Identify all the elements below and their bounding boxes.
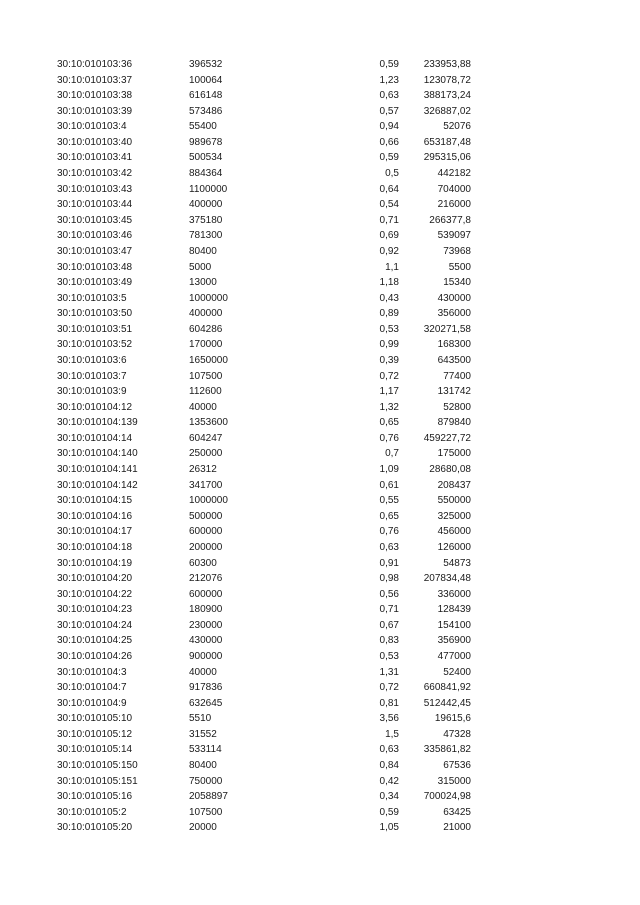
table-row (0, 306, 640, 322)
amount-cell: 28680,08 (429, 464, 471, 476)
amount-cell: 73968 (443, 245, 471, 257)
amount-cell: 67536 (443, 760, 471, 772)
cadastral-number-cell: 30:10:010104:17 (57, 526, 133, 538)
cadastral-number-cell: 30:10:010103:42 (57, 168, 133, 180)
amount-cell: 356900 (437, 635, 471, 647)
amount-cell: 442182 (437, 168, 471, 180)
coefficient-cell: 1,5 (385, 728, 399, 740)
coefficient-cell: 0,65 (379, 510, 399, 522)
coefficient-cell: 1,31 (379, 666, 399, 678)
cadastral-number-cell: 30:10:010104:22 (57, 588, 133, 600)
amount-cell: 388173,24 (423, 90, 471, 102)
table-row (0, 384, 640, 400)
coefficient-cell: 0,84 (379, 760, 399, 772)
table-row (0, 742, 640, 758)
coefficient-cell: 0,42 (379, 775, 399, 787)
coefficient-cell: 0,61 (379, 479, 399, 491)
quantity-cell: 250000 (189, 448, 223, 460)
table-row (0, 805, 640, 821)
coefficient-cell: 0,7 (385, 448, 399, 460)
cadastral-number-cell: 30:10:010104:19 (57, 557, 133, 569)
cadastral-number-cell: 30:10:010103:48 (57, 261, 133, 273)
coefficient-cell: 1,1 (385, 261, 399, 273)
cadastral-number-cell: 30:10:010103:43 (57, 183, 133, 195)
quantity-cell: 2058897 (189, 791, 228, 803)
table-row (0, 696, 640, 712)
coefficient-cell: 0,83 (379, 635, 399, 647)
coefficient-cell: 0,89 (379, 308, 399, 320)
amount-cell: 477000 (437, 650, 471, 662)
amount-cell: 266377,8 (429, 214, 471, 226)
table-row (0, 213, 640, 229)
cadastral-number-cell: 30:10:010104:15 (57, 495, 133, 507)
table-row (0, 166, 640, 182)
table-row (0, 727, 640, 743)
amount-cell: 512442,45 (423, 697, 471, 709)
cadastral-number-cell: 30:10:010103:47 (57, 245, 133, 257)
amount-cell: 325000 (437, 510, 471, 522)
cadastral-number-cell: 30:10:010103:38 (57, 90, 133, 102)
amount-cell: 208437 (437, 479, 471, 491)
cadastral-number-cell: 30:10:010103:52 (57, 339, 133, 351)
table-row (0, 415, 640, 431)
table-row (0, 820, 640, 836)
quantity-cell: 400000 (189, 308, 223, 320)
coefficient-cell: 0,92 (379, 245, 399, 257)
table-row (0, 478, 640, 494)
table-row (0, 789, 640, 805)
cadastral-number-cell: 30:10:010104:139 (57, 417, 138, 429)
cadastral-number-cell: 30:10:010104:18 (57, 541, 133, 553)
quantity-cell: 13000 (189, 277, 217, 289)
table-row (0, 260, 640, 276)
table-row (0, 431, 640, 447)
quantity-cell: 1000000 (189, 495, 228, 507)
table-row (0, 509, 640, 525)
cadastral-number-cell: 30:10:010103:49 (57, 277, 133, 289)
quantity-cell: 917836 (189, 682, 223, 694)
cadastral-number-cell: 30:10:010104:140 (57, 448, 138, 460)
amount-cell: 550000 (437, 495, 471, 507)
amount-cell: 52076 (443, 121, 471, 133)
coefficient-cell: 0,71 (379, 214, 399, 226)
quantity-cell: 55400 (189, 121, 217, 133)
quantity-cell: 60300 (189, 557, 217, 569)
table-row (0, 524, 640, 540)
quantity-cell: 1100000 (189, 183, 228, 195)
data-table (0, 57, 640, 836)
quantity-cell: 180900 (189, 604, 223, 616)
table-row (0, 556, 640, 572)
cadastral-number-cell: 30:10:010103:51 (57, 323, 133, 335)
coefficient-cell: 0,81 (379, 697, 399, 709)
coefficient-cell: 0,63 (379, 90, 399, 102)
amount-cell: 643500 (437, 354, 471, 366)
table-row (0, 446, 640, 462)
table-row (0, 57, 640, 73)
quantity-cell: 5510 (189, 713, 212, 725)
quantity-cell: 884364 (189, 168, 223, 180)
quantity-cell: 632645 (189, 697, 223, 709)
coefficient-cell: 0,98 (379, 573, 399, 585)
amount-cell: 175000 (437, 448, 471, 460)
cadastral-number-cell: 30:10:010105:151 (57, 775, 138, 787)
table-row (0, 135, 640, 151)
amount-cell: 19615,6 (434, 713, 471, 725)
table-row (0, 649, 640, 665)
cadastral-number-cell: 30:10:010104:141 (57, 464, 138, 476)
cadastral-number-cell: 30:10:010104:23 (57, 604, 133, 616)
quantity-cell: 80400 (189, 760, 217, 772)
amount-cell: 233953,88 (423, 59, 471, 70)
quantity-cell: 107500 (189, 806, 223, 818)
amount-cell: 335861,82 (423, 744, 471, 756)
amount-cell: 63425 (443, 806, 471, 818)
quantity-cell: 1650000 (189, 354, 228, 366)
quantity-cell: 375180 (189, 214, 223, 226)
cadastral-number-cell: 30:10:010103:41 (57, 152, 133, 164)
coefficient-cell: 1,05 (379, 822, 399, 834)
table-row (0, 493, 640, 509)
quantity-cell: 20000 (189, 822, 217, 834)
quantity-cell: 573486 (189, 105, 223, 117)
cadastral-number-cell: 30:10:010104:7 (57, 682, 127, 694)
quantity-cell: 170000 (189, 339, 223, 351)
quantity-cell: 400000 (189, 199, 223, 211)
table-row (0, 774, 640, 790)
table-row (0, 244, 640, 260)
cadastral-number-cell: 30:10:010105:20 (57, 822, 133, 834)
table-row (0, 275, 640, 291)
cadastral-number-cell: 30:10:010105:12 (57, 728, 133, 740)
cadastral-number-cell: 30:10:010105:10 (57, 713, 133, 725)
amount-cell: 336000 (437, 588, 471, 600)
quantity-cell: 1353600 (189, 417, 228, 429)
table-row (0, 680, 640, 696)
coefficient-cell: 0,59 (379, 59, 399, 70)
cadastral-number-cell: 30:10:010105:16 (57, 791, 133, 803)
table-row (0, 182, 640, 198)
table-row (0, 618, 640, 634)
amount-cell: 52400 (443, 666, 471, 678)
amount-cell: 430000 (437, 292, 471, 304)
amount-cell: 700024,98 (423, 791, 471, 803)
coefficient-cell: 0,65 (379, 417, 399, 429)
amount-cell: 21000 (443, 822, 471, 834)
coefficient-cell: 0,72 (379, 370, 399, 382)
quantity-cell: 616148 (189, 90, 223, 102)
coefficient-cell: 0,43 (379, 292, 399, 304)
cadastral-number-cell: 30:10:010103:40 (57, 136, 133, 148)
amount-cell: 77400 (443, 370, 471, 382)
quantity-cell: 230000 (189, 619, 223, 631)
amount-cell: 54873 (443, 557, 471, 569)
coefficient-cell: 0,56 (379, 588, 399, 600)
cadastral-number-cell: 30:10:010103:45 (57, 214, 133, 226)
amount-cell: 315000 (437, 775, 471, 787)
table-row (0, 711, 640, 727)
amount-cell: 123078,72 (423, 74, 471, 86)
coefficient-cell: 0,63 (379, 541, 399, 553)
cadastral-number-cell: 30:10:010103:7 (57, 370, 127, 382)
table-row (0, 322, 640, 338)
coefficient-cell: 0,76 (379, 432, 399, 444)
coefficient-cell: 0,64 (379, 183, 399, 195)
quantity-cell: 396532 (189, 59, 223, 70)
table-row (0, 291, 640, 307)
coefficient-cell: 0,53 (379, 323, 399, 335)
table-row (0, 633, 640, 649)
quantity-cell: 750000 (189, 775, 223, 787)
quantity-cell: 781300 (189, 230, 223, 242)
amount-cell: 168300 (437, 339, 471, 351)
cadastral-number-cell: 30:10:010103:4 (57, 121, 127, 133)
quantity-cell: 26312 (189, 464, 217, 476)
table-row (0, 758, 640, 774)
quantity-cell: 100064 (189, 74, 223, 86)
coefficient-cell: 0,54 (379, 199, 399, 211)
quantity-cell: 1000000 (189, 292, 228, 304)
amount-cell: 52800 (443, 401, 471, 413)
amount-cell: 216000 (437, 199, 471, 211)
table-row (0, 197, 640, 213)
coefficient-cell: 1,18 (379, 277, 399, 289)
cadastral-number-cell: 30:10:010104:20 (57, 573, 133, 585)
cadastral-number-cell: 30:10:010104:142 (57, 479, 138, 491)
coefficient-cell: 0,57 (379, 105, 399, 117)
quantity-cell: 5000 (189, 261, 212, 273)
coefficient-cell: 0,91 (379, 557, 399, 569)
coefficient-cell: 0,69 (379, 230, 399, 242)
table-row (0, 400, 640, 416)
quantity-cell: 40000 (189, 666, 217, 678)
table-row (0, 602, 640, 618)
cadastral-number-cell: 30:10:010104:26 (57, 650, 133, 662)
quantity-cell: 600000 (189, 526, 223, 538)
table-row (0, 104, 640, 120)
quantity-cell: 989678 (189, 136, 223, 148)
cadastral-number-cell: 30:10:010105:150 (57, 760, 138, 772)
amount-cell: 131742 (437, 386, 471, 398)
amount-cell: 207834,48 (423, 573, 471, 585)
cadastral-number-cell: 30:10:010103:50 (57, 308, 133, 320)
cadastral-number-cell: 30:10:010105:2 (57, 806, 127, 818)
amount-cell: 47328 (443, 728, 471, 740)
coefficient-cell: 0,55 (379, 495, 399, 507)
quantity-cell: 212076 (189, 573, 223, 585)
coefficient-cell: 0,39 (379, 354, 399, 366)
coefficient-cell: 0,72 (379, 682, 399, 694)
table-row (0, 353, 640, 369)
cadastral-number-cell: 30:10:010104:16 (57, 510, 133, 522)
quantity-cell: 533114 (189, 744, 222, 756)
amount-cell: 5500 (448, 261, 471, 273)
cadastral-number-cell: 30:10:010103:46 (57, 230, 133, 242)
table-row (0, 571, 640, 587)
cadastral-number-cell: 30:10:010104:3 (57, 666, 127, 678)
quantity-cell: 500534 (189, 152, 223, 164)
coefficient-cell: 1,09 (379, 464, 399, 476)
cadastral-number-cell: 30:10:010103:37 (57, 74, 133, 86)
amount-cell: 126000 (437, 541, 471, 553)
cadastral-number-cell: 30:10:010103:39 (57, 105, 133, 117)
amount-cell: 660841,92 (423, 682, 471, 694)
coefficient-cell: 1,17 (379, 386, 399, 398)
coefficient-cell: 0,5 (385, 168, 399, 180)
coefficient-cell: 0,76 (379, 526, 399, 538)
coefficient-cell: 0,94 (379, 121, 399, 133)
cadastral-number-cell: 30:10:010103:5 (57, 292, 127, 304)
table-row (0, 462, 640, 478)
quantity-cell: 430000 (189, 635, 223, 647)
amount-cell: 326887,02 (423, 105, 471, 117)
amount-cell: 128439 (437, 604, 471, 616)
quantity-cell: 112600 (189, 386, 222, 398)
coefficient-cell: 0,59 (379, 152, 399, 164)
table-row (0, 540, 640, 556)
amount-cell: 879840 (437, 417, 471, 429)
quantity-cell: 500000 (189, 510, 223, 522)
amount-cell: 15340 (443, 277, 471, 289)
coefficient-cell: 1,23 (379, 74, 399, 86)
quantity-cell: 900000 (189, 650, 223, 662)
amount-cell: 295315,06 (423, 152, 471, 164)
cadastral-number-cell: 30:10:010103:44 (57, 199, 133, 211)
amount-cell: 456000 (437, 526, 471, 538)
amount-cell: 356000 (437, 308, 471, 320)
table-row (0, 587, 640, 603)
coefficient-cell: 0,53 (379, 650, 399, 662)
coefficient-cell: 1,32 (379, 401, 399, 413)
amount-cell: 704000 (437, 183, 471, 195)
quantity-cell: 604247 (189, 432, 223, 444)
coefficient-cell: 0,66 (379, 136, 399, 148)
table-row (0, 150, 640, 166)
quantity-cell: 80400 (189, 245, 217, 257)
table-row (0, 119, 640, 135)
table-row (0, 228, 640, 244)
coefficient-cell: 0,99 (379, 339, 399, 351)
quantity-cell: 600000 (189, 588, 223, 600)
cadastral-number-cell: 30:10:010104:12 (57, 401, 133, 413)
coefficient-cell: 0,59 (379, 806, 399, 818)
coefficient-cell: 0,63 (379, 744, 399, 756)
coefficient-cell: 0,34 (379, 791, 399, 803)
table-row (0, 337, 640, 353)
quantity-cell: 604286 (189, 323, 223, 335)
amount-cell: 653187,48 (423, 136, 471, 148)
cadastral-number-cell: 30:10:010104:25 (57, 635, 133, 647)
coefficient-cell: 3,56 (379, 713, 399, 725)
cadastral-number-cell: 30:10:010104:24 (57, 619, 133, 631)
amount-cell: 154100 (437, 619, 471, 631)
table-row (0, 73, 640, 89)
quantity-cell: 40000 (189, 401, 217, 413)
quantity-cell: 107500 (189, 370, 223, 382)
cadastral-number-cell: 30:10:010103:9 (57, 386, 127, 398)
quantity-cell: 200000 (189, 541, 223, 553)
cadastral-number-cell: 30:10:010103:6 (57, 354, 127, 366)
cadastral-number-cell: 30:10:010105:14 (57, 744, 133, 756)
amount-cell: 320271,58 (423, 323, 471, 335)
cadastral-number-cell: 30:10:010104:14 (57, 432, 133, 444)
coefficient-cell: 0,71 (379, 604, 399, 616)
table-row (0, 665, 640, 681)
coefficient-cell: 0,67 (379, 619, 399, 631)
amount-cell: 539097 (437, 230, 471, 242)
quantity-cell: 341700 (189, 479, 223, 491)
table-row (0, 88, 640, 104)
table-row (0, 369, 640, 385)
cadastral-number-cell: 30:10:010103:36 (57, 59, 133, 70)
cadastral-number-cell: 30:10:010104:9 (57, 697, 127, 709)
quantity-cell: 31552 (189, 728, 217, 740)
amount-cell: 459227,72 (423, 432, 471, 444)
